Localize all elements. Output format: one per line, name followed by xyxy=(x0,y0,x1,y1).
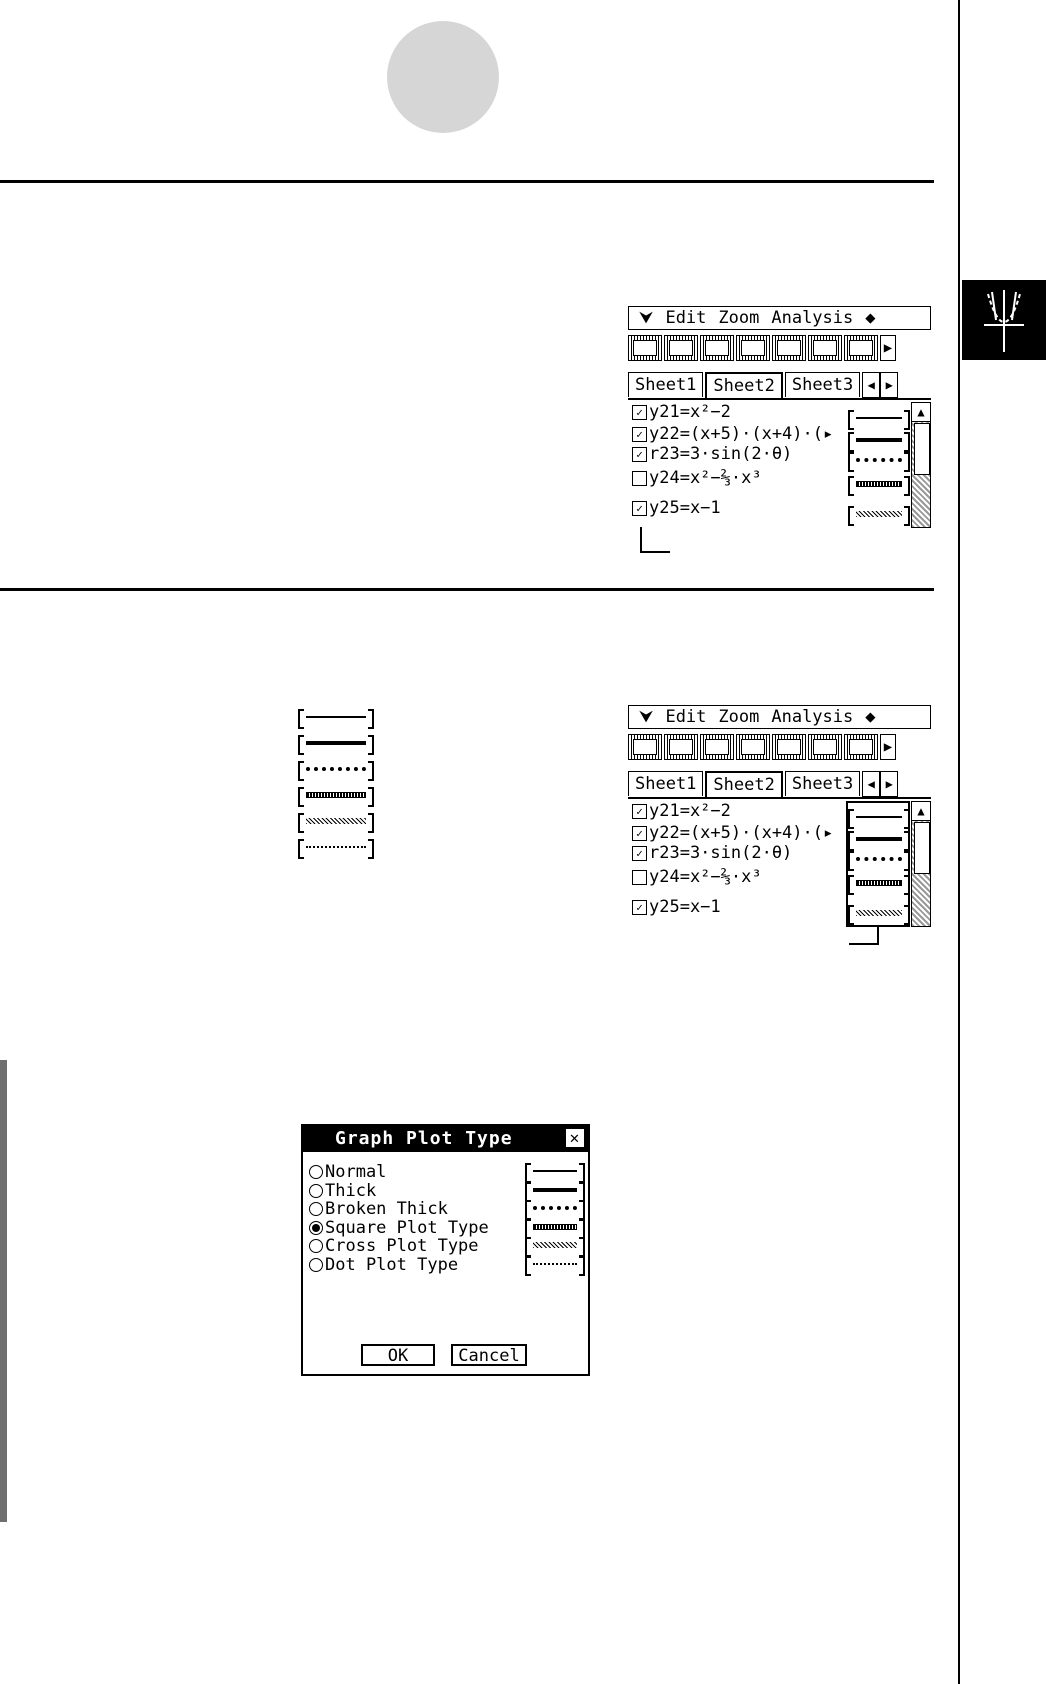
plot-type-label: Normal xyxy=(325,1162,387,1182)
line-style-thick-swatch xyxy=(298,738,374,748)
sheet-tabs xyxy=(628,372,931,400)
tab-scroll-left-icon[interactable]: ◀ xyxy=(862,771,880,797)
line-style-thick-swatch xyxy=(525,1185,585,1195)
line-style-normal-swatch xyxy=(298,712,374,722)
line-style-thick-swatch xyxy=(848,435,910,445)
plot-type-label: Cross Plot Type xyxy=(325,1236,479,1256)
tab-scroll-right-icon[interactable]: ▶ xyxy=(880,372,898,398)
function-list xyxy=(628,402,908,528)
zoom-fit-icon[interactable] xyxy=(772,734,806,760)
toolbar xyxy=(628,734,896,762)
menu-bar xyxy=(628,705,931,729)
menu-more-icon[interactable]: ◆ xyxy=(865,308,876,328)
line-style-cell[interactable] xyxy=(848,450,908,468)
radio-button[interactable] xyxy=(309,1239,323,1253)
function-expression: y22=(x+5)·(x+4)·(▸ xyxy=(649,823,834,843)
line-style-cell[interactable] xyxy=(848,430,908,448)
vertical-scrollbar[interactable] xyxy=(911,402,931,528)
line-style-square-stroke xyxy=(533,1224,577,1230)
line-style-normal-swatch xyxy=(525,1166,585,1176)
function-checkbox[interactable]: ✓ xyxy=(632,900,647,915)
menu-dropdown-icon[interactable]: ⮟ xyxy=(639,707,654,727)
chapter-circle-marker xyxy=(387,21,499,133)
split-icon[interactable] xyxy=(664,734,698,760)
plot-type-option[interactable] xyxy=(309,1236,479,1256)
graph-editor-window-1 xyxy=(628,306,933,531)
radio-button[interactable] xyxy=(309,1202,323,1216)
line-style-normal-stroke xyxy=(533,1170,577,1172)
menu-more-icon[interactable]: ◆ xyxy=(865,707,876,727)
plot-type-label: Broken Thick xyxy=(325,1199,448,1219)
toolbar-next-icon[interactable]: ▶ xyxy=(880,734,896,760)
function-row[interactable] xyxy=(632,402,731,422)
line-style-square-swatch xyxy=(298,790,374,800)
function-checkbox[interactable]: ✓ xyxy=(632,826,647,841)
function-checkbox[interactable]: ✓ xyxy=(632,427,647,442)
line-style-normal-stroke xyxy=(856,417,902,419)
function-checkbox[interactable]: ✓ xyxy=(632,447,647,462)
line-style-square-stroke xyxy=(856,481,902,487)
line-style-square-stroke xyxy=(306,792,366,798)
dialog-title: Graph Plot Type xyxy=(335,1128,513,1149)
line-style-thick-stroke xyxy=(533,1188,577,1192)
line-style-square-swatch xyxy=(525,1222,585,1232)
table-icon[interactable] xyxy=(628,734,662,760)
radio-button[interactable] xyxy=(309,1165,323,1179)
scroll-thumb[interactable] xyxy=(914,423,930,475)
zoom-fit-icon[interactable] xyxy=(772,335,806,361)
line-style-cross-stroke xyxy=(533,1242,577,1248)
line-style-broken-swatch xyxy=(525,1203,585,1213)
y-list-icon[interactable] xyxy=(700,734,734,760)
tab-sheet3[interactable]: Sheet3 xyxy=(785,372,860,397)
function-expression: y21=x²−2 xyxy=(649,801,731,821)
tab-sheet3[interactable]: Sheet3 xyxy=(785,771,860,796)
function-expression: y21=x²−2 xyxy=(649,402,731,422)
plot-type-option[interactable] xyxy=(309,1255,458,1275)
page-margin-line xyxy=(958,0,960,1684)
function-expression: r23=3·sin(2·θ) xyxy=(649,444,793,464)
scroll-thumb[interactable] xyxy=(914,822,930,874)
line-style-broken-stroke xyxy=(306,767,366,771)
trace-xy-icon-glyph xyxy=(849,340,873,356)
table-icon[interactable] xyxy=(628,335,662,361)
toolbar xyxy=(628,335,896,363)
function-checkbox[interactable]: ✓ xyxy=(632,846,647,861)
table-icon-glyph xyxy=(633,739,657,755)
y-list-icon-glyph xyxy=(705,739,729,755)
table-icon-glyph xyxy=(633,340,657,356)
zoom-box-icon[interactable] xyxy=(736,734,770,760)
plot-type-option[interactable] xyxy=(309,1181,376,1201)
y-list-icon[interactable] xyxy=(700,335,734,361)
zoom-box-icon-glyph xyxy=(741,340,765,356)
line-style-cross-stroke xyxy=(306,818,366,824)
scroll-up-icon[interactable]: ▲ xyxy=(912,802,930,821)
line-style-cell[interactable] xyxy=(848,504,908,522)
section-rule-top xyxy=(0,180,934,183)
function-checkbox[interactable]: ✓ xyxy=(632,405,647,420)
line-style-dot-stroke xyxy=(306,846,366,848)
line-style-column-highlight xyxy=(846,801,910,927)
function-expression: y24=x²−⅔·x³ xyxy=(649,468,762,488)
function-checkbox[interactable] xyxy=(632,471,647,486)
scatter-icon[interactable] xyxy=(808,335,842,361)
line-style-dot-stroke xyxy=(533,1263,577,1265)
plot-type-label: Dot Plot Type xyxy=(325,1254,459,1275)
y-list-icon-glyph xyxy=(705,340,729,356)
tab-sheet2[interactable]: Sheet2 xyxy=(705,771,782,797)
trace-xy-icon[interactable] xyxy=(844,335,878,361)
function-checkbox[interactable] xyxy=(632,870,647,885)
line-style-cell[interactable] xyxy=(848,474,908,492)
plot-type-label: Square Plot Type xyxy=(325,1217,489,1238)
function-row[interactable] xyxy=(632,867,762,887)
scroll-up-icon[interactable]: ▲ xyxy=(912,403,930,422)
close-icon[interactable]: ✕ xyxy=(566,1129,584,1147)
dialog-title-bar xyxy=(303,1126,588,1152)
menu-edit[interactable]: Edit xyxy=(665,308,707,328)
function-row[interactable] xyxy=(632,823,833,843)
tab-sheet2[interactable]: Sheet2 xyxy=(705,372,782,398)
tab-scroll-right-icon[interactable]: ▶ xyxy=(880,771,898,797)
line-style-cross-swatch xyxy=(298,816,374,826)
tab-sheet1[interactable]: Sheet1 xyxy=(628,771,703,796)
line-style-normal-stroke xyxy=(306,716,366,718)
line-style-dot-swatch xyxy=(298,842,374,852)
graph-icon xyxy=(962,280,1046,360)
sheet-tabs xyxy=(628,771,931,799)
menu-analysis[interactable]: Analysis xyxy=(771,707,854,727)
line-style-legend xyxy=(298,712,374,868)
split-icon[interactable] xyxy=(664,335,698,361)
line-style-broken-swatch xyxy=(848,455,910,465)
plot-type-label: Thick xyxy=(325,1180,377,1201)
split-icon-glyph xyxy=(669,340,693,356)
split-icon-glyph xyxy=(669,739,693,755)
vertical-scrollbar[interactable] xyxy=(911,801,931,927)
toolbar-next-icon[interactable]: ▶ xyxy=(880,335,896,361)
menu-zoom[interactable]: Zoom xyxy=(718,707,760,727)
line-style-broken-stroke xyxy=(533,1206,577,1210)
line-style-dot-swatch xyxy=(525,1259,585,1269)
function-row[interactable] xyxy=(632,468,762,488)
line-style-thick-stroke xyxy=(306,741,366,745)
plot-type-option[interactable] xyxy=(309,1199,448,1219)
function-row[interactable] xyxy=(632,843,792,863)
zoom-box-icon[interactable] xyxy=(736,335,770,361)
radio-button[interactable] xyxy=(309,1221,323,1235)
menu-analysis[interactable]: Analysis xyxy=(771,308,854,328)
line-style-cross-swatch xyxy=(525,1240,585,1250)
ok-button[interactable]: OK xyxy=(361,1344,435,1366)
function-row[interactable] xyxy=(632,498,721,518)
line-style-thick-stroke xyxy=(856,438,902,442)
tab-sheet1[interactable]: Sheet1 xyxy=(628,372,703,397)
cancel-button[interactable]: Cancel xyxy=(451,1344,527,1366)
function-row[interactable] xyxy=(632,444,792,464)
trace-xy-icon[interactable] xyxy=(844,734,878,760)
plot-type-option[interactable] xyxy=(309,1218,489,1238)
line-style-broken-swatch xyxy=(298,764,374,774)
function-expression: y24=x²−⅔·x³ xyxy=(649,867,762,887)
menu-bar xyxy=(628,306,931,330)
style-callout-line xyxy=(849,925,879,945)
graph-editor-window-2 xyxy=(628,705,933,930)
line-style-cell[interactable] xyxy=(848,408,908,426)
chapter-tab xyxy=(962,280,1046,360)
menu-edit[interactable]: Edit xyxy=(665,707,707,727)
zoom-box-icon-glyph xyxy=(741,739,765,755)
zoom-fit-icon-glyph xyxy=(777,340,801,356)
line-style-normal-swatch xyxy=(848,413,910,423)
function-expression: y25=x−1 xyxy=(649,897,721,917)
menu-dropdown-icon[interactable]: ⮟ xyxy=(639,308,654,328)
menu-zoom[interactable]: Zoom xyxy=(718,308,760,328)
trace-xy-icon-glyph xyxy=(849,739,873,755)
scatter-icon[interactable] xyxy=(808,734,842,760)
scatter-icon-glyph xyxy=(813,739,837,755)
line-style-cross-stroke xyxy=(856,511,902,517)
function-checkbox[interactable]: ✓ xyxy=(632,501,647,516)
function-expression: r23=3·sin(2·θ) xyxy=(649,843,793,863)
plot-type-option[interactable] xyxy=(309,1162,386,1182)
checkbox-callout-line xyxy=(640,527,670,553)
line-style-cross-swatch xyxy=(848,509,910,519)
radio-button[interactable] xyxy=(309,1258,323,1272)
scatter-icon-glyph xyxy=(813,340,837,356)
function-row[interactable] xyxy=(632,424,833,444)
side-gray-bar xyxy=(0,1060,7,1522)
function-row[interactable] xyxy=(632,801,731,821)
graph-plot-type-dialog xyxy=(301,1124,590,1376)
function-expression: y22=(x+5)·(x+4)·(▸ xyxy=(649,424,834,444)
line-style-square-swatch xyxy=(848,479,910,489)
tab-scroll-left-icon[interactable]: ◀ xyxy=(862,372,880,398)
radio-button[interactable] xyxy=(309,1184,323,1198)
function-expression: y25=x−1 xyxy=(649,498,721,518)
function-checkbox[interactable]: ✓ xyxy=(632,804,647,819)
function-row[interactable] xyxy=(632,897,721,917)
section-rule-middle xyxy=(0,588,934,591)
zoom-fit-icon-glyph xyxy=(777,739,801,755)
line-style-broken-stroke xyxy=(856,458,902,462)
